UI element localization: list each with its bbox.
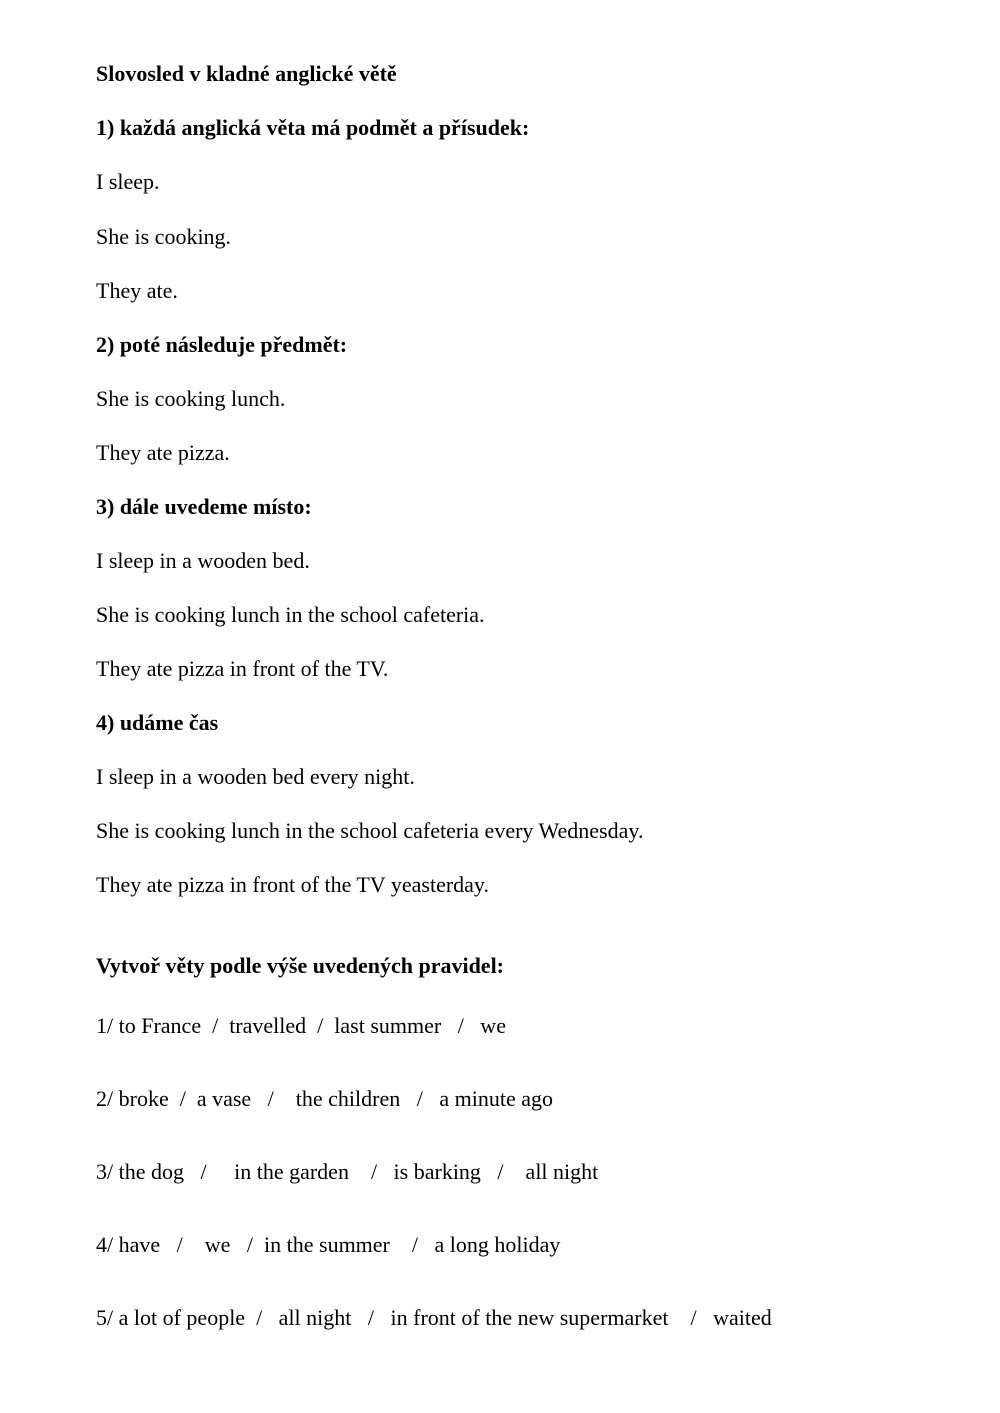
rule-2-example-2: They ate pizza. bbox=[96, 440, 230, 465]
rule-4-example-2: She is cooking lunch in the school cafeteria every Wednesday. bbox=[96, 818, 644, 843]
exercise-item-5: 5/ a lot of people / all night / in front of the new supermarket / waited bbox=[96, 1305, 772, 1330]
rule-4-example-1: I sleep in a wooden bed every night. bbox=[96, 764, 415, 789]
exercise-item-2: 2/ broke / a vase / the children / a minute ago bbox=[96, 1086, 553, 1111]
rule-3-example-3: They ate pizza in front of the TV. bbox=[96, 656, 389, 681]
document-title: Slovosled v kladné anglické větě bbox=[96, 61, 397, 86]
rule-3-example-2: She is cooking lunch in the school cafeteria. bbox=[96, 602, 485, 627]
rule-1-heading: 1) každá anglická věta má podmět a přísudek: bbox=[96, 115, 530, 140]
exercise-item-3: 3/ the dog / in the garden / is barking / all night bbox=[96, 1159, 599, 1184]
rule-2-heading: 2) poté následuje předmět: bbox=[96, 332, 348, 357]
exercise-item-4: 4/ have / we / in the summer / a long holiday bbox=[96, 1232, 561, 1257]
rule-1-example-2: She is cooking. bbox=[96, 224, 232, 249]
exercise-heading: Vytvoř věty podle výše uvedených pravidel: bbox=[96, 953, 505, 978]
rule-4-heading: 4) udáme čas bbox=[96, 710, 219, 735]
rule-4-example-3: They ate pizza in front of the TV yeasterday. bbox=[96, 872, 489, 897]
rule-1-example-1: I sleep. bbox=[96, 169, 160, 194]
rule-3-example-1: I sleep in a wooden bed. bbox=[96, 548, 310, 573]
exercise-item-1: 1/ to France / travelled / last summer / we bbox=[96, 1013, 506, 1038]
rule-2-example-1: She is cooking lunch. bbox=[96, 386, 286, 411]
rule-3-heading: 3) dále uvedeme místo: bbox=[96, 494, 312, 519]
rule-1-example-3: They ate. bbox=[96, 278, 178, 303]
